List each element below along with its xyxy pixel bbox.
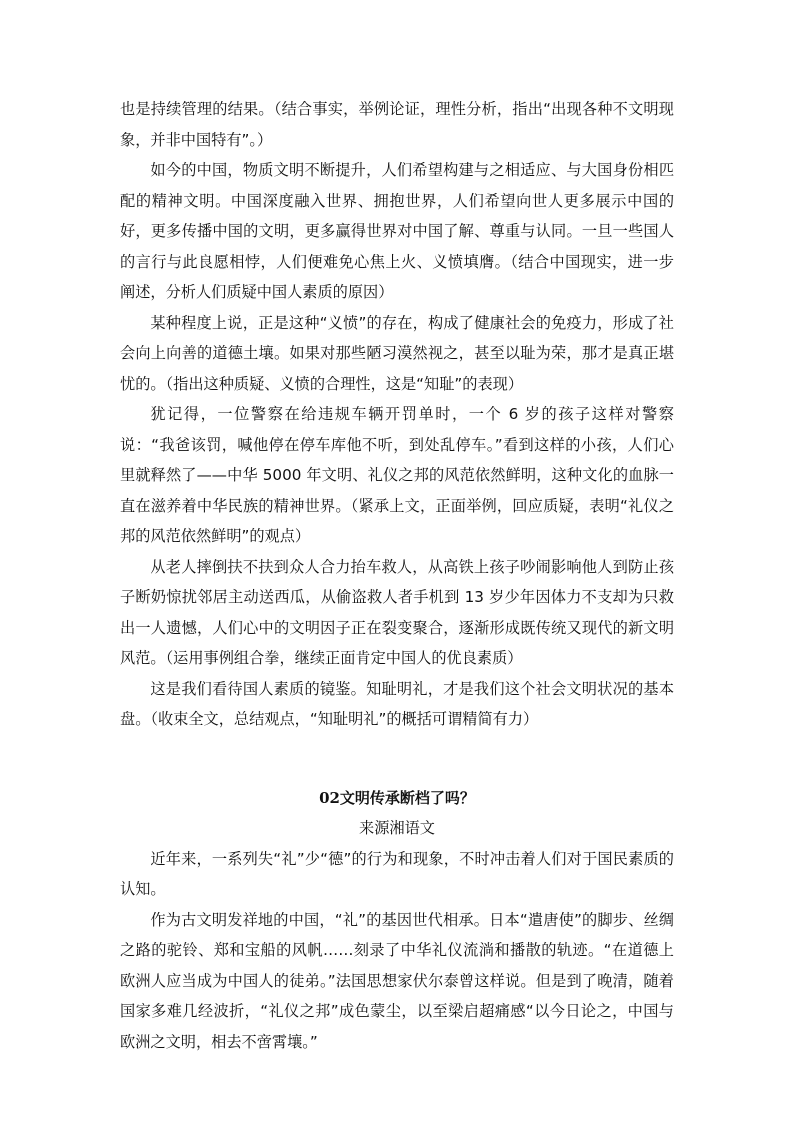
paragraph: 从老人摔倒扶不扶到众人合力抬车救人，从高铁上孩子吵闹影响他人到防止孩子断奶惊扰邻居主动送西瓜，从偷盗救人者手机到 13 岁少年因体力不支却为只救出一人遗憾，人们心中的文明因子正在裂变聚合，逐渐形成既传统又现代的新文明风范。（运用事例组合拳，继续正面肯定中国人的优良素质）: [120, 557, 674, 667]
paragraph-continuation: 也是持续管理的结果。（结合事实，举例论证，理性分析，指出“出现各种不文明现象，并非中国特有”。）: [120, 100, 674, 149]
paragraph: 如今的中国，物质文明不断提升，人们希望构建与之相适应、与大国身份相匹配的精神文明。中国深度融入世界、拥抱世界，人们希望向世人更多展示中国的好，更多传播中国的文明，更多赢得世界对中国了解、尊重与认同。一旦一些国人的言行与此良愿相悖，人们便难免心焦上火、义愤填膺。（结合中国现实，进一步阐述，分析人们质疑中国人素质的原因）: [120, 161, 674, 301]
section-source: 来源湘语文: [359, 819, 435, 837]
paragraph: 某种程度上说，正是这种“义愤”的存在，构成了健康社会的免疫力，形成了社会向上向善的道德土壤。如果对那些陋习漠然视之，甚至以耻为荣，那才是真正堪忧的。（指出这种质疑、义愤的合理性，这是“知耻”的表现）: [120, 313, 674, 393]
paragraph: 作为古文明发祥地的中国，“礼”的基因世代相承。日本“遣唐使”的脚步、丝绸之路的驼铃、郑和宝船的风帆……刻录了中华礼仪流淌和播散的轨迹。“在道德上欧洲人应当成为中国人的徒弟。”法国思想家伏尔泰曾这样说。但是到了晚清，随着国家多难几经波折，“礼仪之邦”成色蒙尘，以至梁启超痛感“以今日论之，中国与欧洲之文明，相去不啻霄壤。”: [120, 910, 674, 1051]
paragraph: 这是我们看待国人素质的镜鉴。知耻明礼，才是我们这个社会文明状况的基本盘。（收束全文，总结观点，“知耻明礼”的概括可谓精简有力）: [120, 679, 674, 728]
paragraph: 犹记得，一位警察在给违规车辆开罚单时，一个 6 岁的孩子这样对警察说：“我爸该罚，喊他停在停车库他不听，到处乱停车。”看到这样的小孩，人们心里就释然了——中华 5000 年文明、礼仪之邦的风范依然鲜明，这种文化的血脉一直在滋养着中华民族的精神世界。（紧承上文，正面举例，回应质疑，表明“礼仪之邦的风范依然鲜明”的观点）: [120, 405, 674, 545]
section-title: 02文明传承断档了吗？: [319, 788, 475, 807]
paragraph: 近年来，一系列失“礼”少“德”的行为和现象，不时冲击着人们对于国民素质的认知。: [120, 849, 674, 898]
section-gap: [120, 735, 674, 783]
